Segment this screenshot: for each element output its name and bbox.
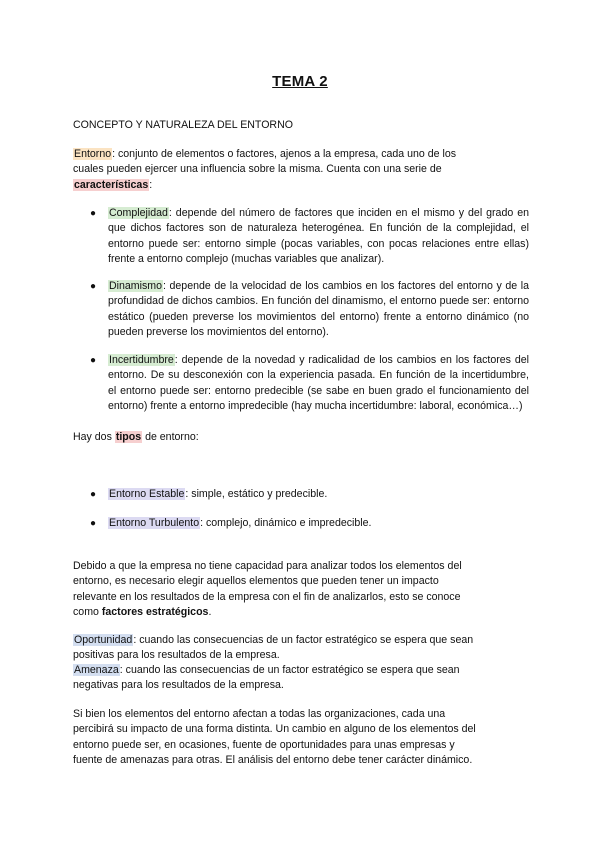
incertidumbre-text: : depende de la novedad y radicalidad de los cambios en los factores del entorno. De su desconexión con la experiencia pasada. En función de la incertidumbre, el entorno puede ser: entorno predecible (se sabe en buen grado el funcionamiento del entorno) frente a entorno impredecible (hay mucha incertidumbre: laboral, económica…): [108, 354, 529, 413]
dinamismo-text: : depende de la velocidad de los cambios en los factores del entorno y de la profundidad de dichos cambios. En función del dinamismo, el entorno puede ser: entorno estático (pueden preverse los movimientos del entorno) frente a entorno dinámico (no pueden preverse los movimientos del entorno).: [108, 280, 529, 339]
list-item-turbulento: [108, 516, 529, 531]
turbulento-text: : complejo, dinámico e impredecible.: [200, 517, 372, 529]
page-title: TEMA 2: [272, 73, 328, 90]
term-dinamismo: Dinamismo: [109, 280, 162, 292]
amenaza-text: : cuando las consecuencias de un factor estratégico se espera que sean negativas para los resultados de la empresa.: [73, 664, 460, 692]
oportunidad-paragraph: [73, 633, 483, 664]
term-complejidad: Complejidad: [109, 207, 168, 219]
estrategicos-paragraph: [73, 559, 483, 621]
list-item-dinamismo: [108, 279, 529, 341]
section-heading: CONCEPTO Y NATURALEZA DEL ENTORNO: [73, 119, 293, 131]
bullet-icon: ●: [90, 518, 97, 529]
complejidad-text: : depende del número de factores que inciden en el mismo y del grado en que dichos factores son de naturaleza heterogénea. En función de la complejidad, el entorno puede ser: entorno simple (pocas variables, con pocas relaciones entre ellas) frente a entorno complejo (muchas variables que analizar).: [108, 207, 529, 266]
conclusion-paragraph: Si bien los elementos del entorno afectan a todas las organizaciones, cada una percibirá su impacto de una forma distinta. Un cambio en alguno de los elementos del entorno puede ser, en ocasiones, fuente de oportunidades para unas empresas y fuente de amenazas para otras. El análisis del entorno debe tener carácter dinámico.: [73, 708, 476, 767]
term-oportunidad: Oportunidad: [74, 634, 133, 646]
term-entorno-turbulento: Entorno Turbulento: [109, 517, 200, 529]
estrategicos-end: .: [208, 606, 212, 619]
estable-text: : simple, estático y predecible.: [185, 488, 328, 500]
bullet-icon: ●: [90, 489, 97, 500]
term-entorno-estable: Entorno Estable: [109, 488, 185, 500]
bullet-icon: ●: [90, 355, 97, 366]
entorno-paragraph: [73, 147, 483, 193]
entorno-text: : conjunto de elementos o factores, ajenos a la empresa, cada uno de los cuales pueden ejercer una influencia sobre la misma. Cuenta con una serie de: [73, 148, 457, 176]
bullet-icon: ●: [90, 281, 97, 292]
oportunidad-text: : cuando las consecuencias de un factor estratégico se espera que sean positivas para los resultados de la empresa.: [73, 634, 474, 662]
tipos-intro-after: de entorno:: [142, 431, 199, 443]
term-entorno: Entorno: [74, 148, 112, 160]
estrategicos-text: Debido a que la empresa no tiene capacidad para analizar todos los elementos del entorno, es necesario elegir aquellos elementos que pueden tener un impacto relevante en los resultados de la empresa con el fin de analizarlos, esto se conoce como: [73, 560, 462, 619]
entorno-end: :: [149, 178, 153, 191]
term-amenaza: Amenaza: [74, 664, 119, 676]
term-incertidumbre: Incertidumbre: [109, 354, 174, 366]
bullet-icon: ●: [90, 208, 97, 219]
tipos-intro: [73, 430, 483, 445]
term-tipos: tipos: [115, 431, 142, 443]
list-item-incertidumbre: [108, 353, 529, 415]
term-caracteristicas: características: [74, 178, 149, 191]
tipos-intro-before: Hay dos: [73, 431, 115, 443]
list-item-estable: [108, 487, 529, 502]
amenaza-paragraph: [73, 663, 483, 694]
list-item-complejidad: [108, 206, 529, 268]
term-factores-estrategicos: factores estratégicos: [101, 606, 209, 619]
